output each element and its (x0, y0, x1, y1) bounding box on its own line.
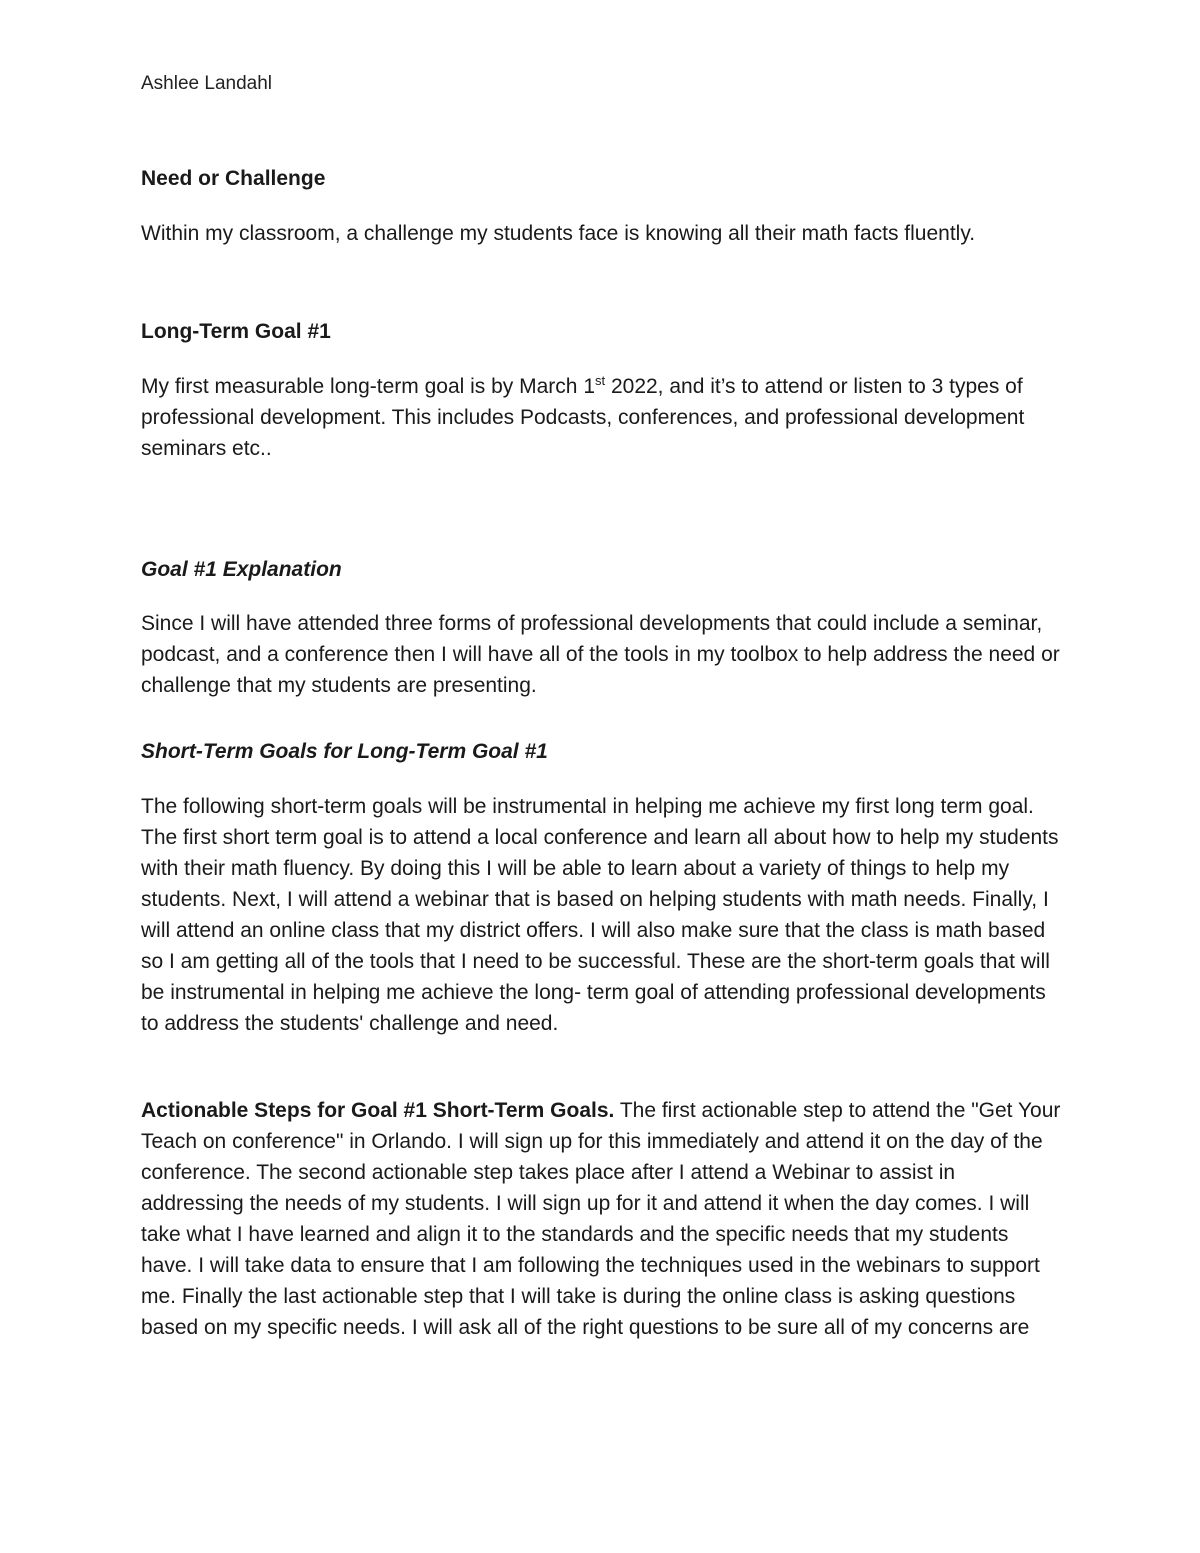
long-term-goal-text-b: 2022, and it’s to attend or listen to 3 types of professional development. This includes Podcasts, conferences, and professional development seminars etc.. (141, 375, 1025, 460)
actionable-steps-heading: Actionable Steps for Goal #1 Short-Term Goals. (141, 1099, 615, 1122)
short-term-goals-heading: Short-Term Goals for Long-Term Goal #1 (141, 740, 548, 763)
short-term-goals-paragraph: The following short-term goals will be instrumental in helping me achieve my first long term goal. The first short term goal is to attend a local conference and learn all about how to help my students with their math fluency. By doing this I will be able to learn about a variety of things to help my students. Next, I will attend a webinar that is based on helping students with math needs. Finally, I will attend an online class that my district offers. I will also make sure that the class is math based so I am getting all of the tools that I need to be successful. These are the short-term goals that will be instrumental in helping me achieve the long- term goal of attending professional developments to address the students' challenge and need. (141, 795, 1059, 1035)
need-heading: Need or Challenge (141, 167, 326, 190)
goal-explanation-heading: Goal #1 Explanation (141, 558, 342, 581)
author-name: Ashlee Landahl (141, 73, 272, 94)
actionable-steps-paragraph (141, 1095, 1061, 1343)
ordinal-suffix: st (595, 373, 606, 388)
long-term-goal-text-a: My first measurable long-term goal is by March 1 (141, 375, 595, 398)
long-term-goal-paragraph (141, 371, 1061, 464)
need-paragraph: Within my classroom, a challenge my students face is knowing all their math facts fluently. (141, 222, 976, 245)
actionable-steps-text: The first actionable step to attend the "Get Your Teach on conference" in Orlando. I will sign up for this immediately and attend it on the day of the conference. The second actionable step takes place after I attend a Webinar to assist in addressing the needs of my students. I will sign up for it and attend it when the day comes. I will take what I have learned and align it to the standards and the specific needs that my students have. I will take data to ensure that I am following the techniques used in the webinars to support me. Finally the last actionable step that I will take is during the online class is asking questions based on my specific needs. I will ask all of the right questions to be sure all of my concerns are (141, 1099, 1061, 1339)
goal-explanation-paragraph: Since I will have attended three forms of professional developments that could include a seminar, podcast, and a conference then I will have all of the tools in my toolbox to help address the need or challenge that my students are presenting. (141, 612, 1060, 697)
long-term-goal-heading: Long-Term Goal #1 (141, 320, 331, 343)
